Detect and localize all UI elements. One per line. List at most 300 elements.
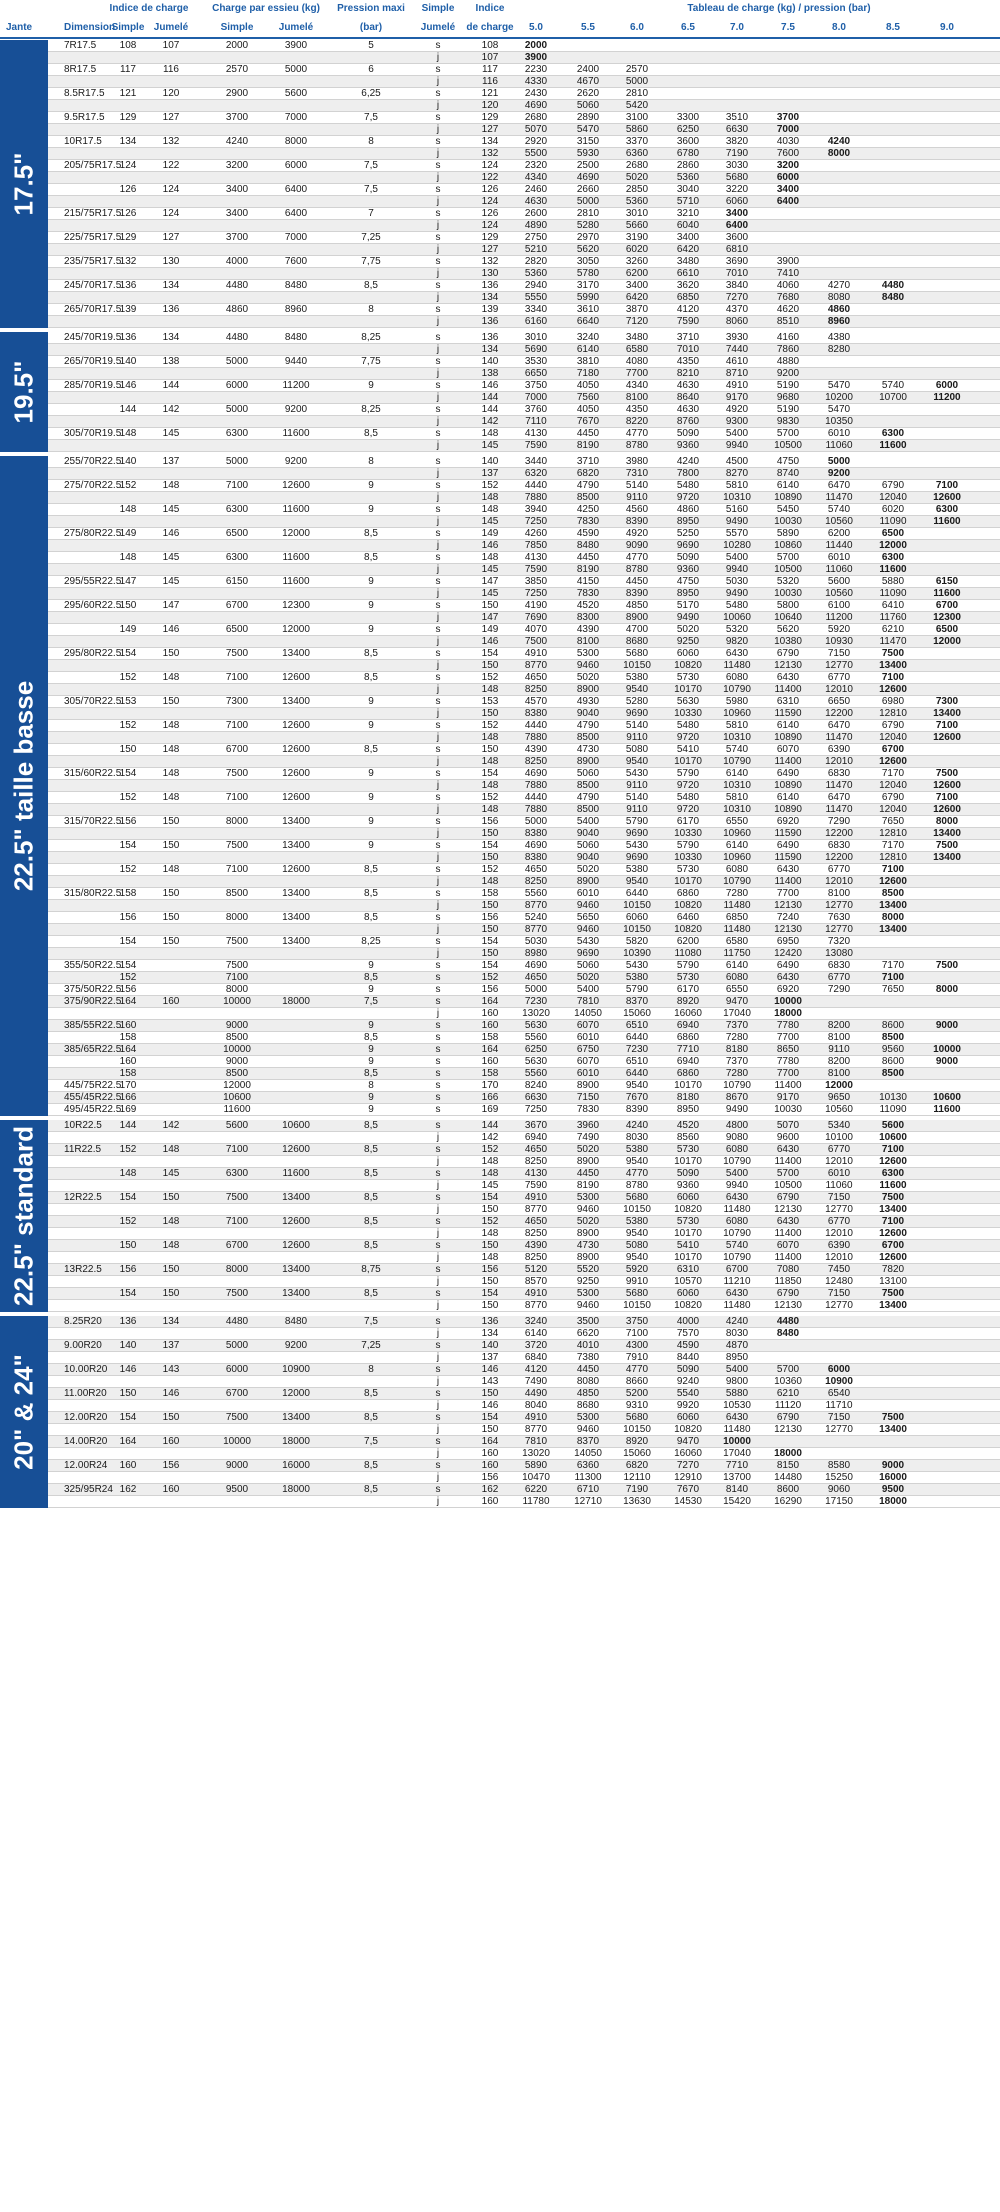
value-cell: 158: [119, 1032, 137, 1043]
value-cell: 9540: [625, 684, 649, 695]
value-cell: 4480: [776, 1316, 800, 1327]
value-cell: 8,75: [361, 1264, 381, 1275]
value-cell: 9: [368, 1044, 374, 1055]
value-cell: 6420: [625, 292, 649, 303]
section-2: [0, 456, 1000, 1116]
value-cell: 4350: [625, 404, 649, 415]
value-cell: 4520: [676, 1120, 700, 1131]
value-cell: 10170: [674, 1156, 702, 1167]
value-cell: 5740: [725, 1240, 749, 1251]
header-pressure-5-0: 5.0: [529, 22, 543, 33]
value-cell: 5000: [225, 456, 249, 467]
value-cell: 5890: [776, 528, 800, 539]
header-tableau-de-charge: Tableau de charge (kg) / pression (bar): [687, 3, 871, 14]
value-cell: 8100: [625, 392, 649, 403]
value-cell: 10860: [774, 540, 802, 551]
value-cell: 124: [162, 208, 180, 219]
dimension-cell: 275/80R22.5: [64, 528, 122, 539]
value-cell: j: [436, 1472, 440, 1483]
value-cell: 3690: [725, 256, 749, 267]
value-cell: 12000: [282, 528, 310, 539]
value-cell: 4670: [576, 76, 600, 87]
section-0: [0, 40, 1000, 328]
value-cell: 129: [119, 232, 137, 243]
value-cell: 11400: [774, 1156, 802, 1167]
table-row: [48, 696, 1000, 708]
value-cell: 6860: [676, 888, 700, 899]
value-cell: s: [435, 1460, 441, 1471]
value-cell: 12600: [879, 1228, 907, 1239]
table-row: [48, 1252, 1000, 1264]
value-cell: 134: [119, 136, 137, 147]
value-cell: 5020: [676, 624, 700, 635]
value-cell: 9000: [881, 1460, 905, 1471]
value-cell: 124: [481, 196, 499, 207]
value-cell: 18000: [282, 1484, 310, 1495]
value-cell: 150: [162, 1192, 180, 1203]
value-cell: 7690: [524, 612, 548, 623]
value-cell: 108: [119, 40, 137, 51]
value-cell: 142: [162, 1120, 180, 1131]
value-cell: j: [436, 1132, 440, 1143]
value-cell: 9200: [284, 404, 308, 415]
value-cell: 4730: [576, 1240, 600, 1251]
value-cell: 3670: [524, 1120, 548, 1131]
value-cell: 126: [481, 208, 499, 219]
value-cell: 8,5: [364, 1388, 378, 1399]
value-cell: 8060: [725, 316, 749, 327]
value-cell: 8,5: [364, 1412, 378, 1423]
value-cell: 7910: [625, 1352, 649, 1363]
value-cell: 4260: [524, 528, 548, 539]
value-cell: 136: [481, 1316, 499, 1327]
value-cell: 152: [481, 972, 499, 983]
value-cell: 148: [162, 864, 180, 875]
value-cell: 5420: [625, 100, 649, 111]
value-cell: 11480: [723, 924, 751, 935]
value-cell: 10790: [723, 1252, 751, 1263]
value-cell: 5400: [725, 428, 749, 439]
header-pressure-8-0: 8.0: [832, 22, 846, 33]
value-cell: j: [436, 492, 440, 503]
value-cell: 4250: [576, 504, 600, 515]
value-cell: 2860: [676, 160, 700, 171]
value-cell: 5660: [625, 220, 649, 231]
value-cell: 5430: [625, 960, 649, 971]
jante-band: [0, 456, 48, 1116]
table-row: [48, 924, 1000, 936]
value-cell: 8560: [676, 1132, 700, 1143]
value-cell: 6300: [225, 552, 249, 563]
value-cell: 4060: [776, 280, 800, 291]
value-cell: 8650: [776, 1044, 800, 1055]
value-cell: 5300: [576, 648, 600, 659]
value-cell: 10890: [774, 492, 802, 503]
value-cell: 7150: [827, 648, 851, 659]
value-cell: 6810: [725, 244, 749, 255]
dimension-cell: 495/45R22.5: [64, 1104, 122, 1115]
dimension-cell: 225/75R17.5: [64, 232, 122, 243]
value-cell: 7500: [935, 768, 959, 779]
value-cell: 9540: [625, 1080, 649, 1091]
value-cell: 5480: [676, 720, 700, 731]
value-cell: 148: [481, 492, 499, 503]
value-cell: 160: [162, 1436, 180, 1447]
value-cell: s: [435, 112, 441, 123]
value-cell: 137: [162, 1340, 180, 1351]
value-cell: 6080: [725, 864, 749, 875]
value-cell: 5430: [576, 936, 600, 947]
header-pressure-6-0: 6.0: [630, 22, 644, 33]
value-cell: 12000: [825, 1080, 853, 1091]
value-cell: 4030: [776, 136, 800, 147]
value-cell: 169: [481, 1104, 499, 1115]
table-row: [48, 1068, 1000, 1080]
value-cell: 3600: [725, 232, 749, 243]
table-row: [48, 1120, 1000, 1132]
value-cell: 5400: [725, 1168, 749, 1179]
value-cell: 7500: [225, 1192, 249, 1203]
value-cell: 9000: [225, 1020, 249, 1031]
value-cell: 6790: [881, 480, 905, 491]
header-bar-unit: (bar): [359, 22, 383, 33]
value-cell: 5400: [576, 816, 600, 827]
value-cell: 9240: [676, 1376, 700, 1387]
value-cell: j: [436, 732, 440, 743]
value-cell: j: [436, 220, 440, 231]
table-row: [48, 1352, 1000, 1364]
value-cell: 9720: [676, 732, 700, 743]
value-cell: 10150: [623, 924, 651, 935]
value-cell: 5090: [676, 428, 700, 439]
value-cell: 5600: [284, 88, 308, 99]
table-row: [48, 1080, 1000, 1092]
table-row: [48, 1460, 1000, 1472]
value-cell: 7490: [576, 1132, 600, 1143]
value-cell: 5540: [676, 1388, 700, 1399]
value-cell: 148: [119, 552, 137, 563]
table-row: [48, 780, 1000, 792]
value-cell: 5470: [576, 124, 600, 135]
value-cell: 7560: [576, 392, 600, 403]
value-cell: 3260: [625, 256, 649, 267]
value-cell: 8250: [524, 1252, 548, 1263]
value-cell: 12710: [574, 1496, 602, 1507]
value-cell: 9460: [576, 660, 600, 671]
value-cell: 153: [481, 696, 499, 707]
value-cell: 7: [368, 208, 374, 219]
value-cell: 4650: [524, 1216, 548, 1227]
value-cell: 10820: [674, 900, 702, 911]
value-cell: s: [435, 40, 441, 51]
dimension-cell: 375/90R22.5: [64, 996, 122, 1007]
table-row: [48, 528, 1000, 540]
value-cell: 145: [162, 1168, 180, 1179]
value-cell: s: [435, 1316, 441, 1327]
value-cell: 8770: [524, 900, 548, 911]
value-cell: 170: [119, 1080, 137, 1091]
value-cell: 6710: [576, 1484, 600, 1495]
value-cell: 145: [481, 440, 499, 451]
value-cell: 4080: [625, 356, 649, 367]
value-cell: 4650: [524, 972, 548, 983]
dimension-cell: 265/70R19.5: [64, 356, 122, 367]
value-cell: 144: [481, 404, 499, 415]
jante-band: [0, 1316, 48, 1508]
value-cell: 2430: [524, 88, 548, 99]
value-cell: 4690: [524, 840, 548, 851]
value-cell: 11480: [723, 660, 751, 671]
value-cell: j: [436, 540, 440, 551]
value-cell: 6470: [827, 720, 851, 731]
value-cell: 12130: [774, 1300, 802, 1311]
value-cell: 6310: [676, 1264, 700, 1275]
value-cell: 6220: [524, 1484, 548, 1495]
value-cell: 4480: [225, 280, 249, 291]
value-cell: 6790: [881, 720, 905, 731]
value-cell: 8,5: [364, 744, 378, 755]
value-cell: 14050: [574, 1008, 602, 1019]
value-cell: 6820: [576, 468, 600, 479]
value-cell: 148: [481, 1168, 499, 1179]
table-row: [48, 368, 1000, 380]
value-cell: 6830: [827, 840, 851, 851]
value-cell: 8770: [524, 660, 548, 671]
value-cell: 148: [162, 1240, 180, 1251]
value-cell: 152: [119, 480, 137, 491]
value-cell: s: [435, 1044, 441, 1055]
value-cell: 8500: [225, 1068, 249, 1079]
value-cell: 13630: [623, 1496, 651, 1507]
value-cell: 150: [481, 660, 499, 671]
value-cell: 4770: [625, 1364, 649, 1375]
table-row: [48, 344, 1000, 356]
value-cell: 7830: [576, 516, 600, 527]
value-cell: 9940: [725, 440, 749, 451]
value-cell: 6400: [284, 184, 308, 195]
value-cell: 6700: [725, 1264, 749, 1275]
value-cell: 7880: [524, 732, 548, 743]
value-cell: 3370: [625, 136, 649, 147]
value-cell: 12010: [825, 1252, 853, 1263]
value-cell: 150: [162, 696, 180, 707]
value-cell: 7370: [725, 1056, 749, 1067]
value-cell: j: [436, 196, 440, 207]
value-cell: 10890: [774, 732, 802, 743]
dimension-cell: 385/65R22.5: [64, 1044, 122, 1055]
value-cell: 7860: [776, 344, 800, 355]
value-cell: 129: [119, 112, 137, 123]
value-cell: 134: [481, 292, 499, 303]
value-cell: 3930: [725, 332, 749, 343]
value-cell: 3750: [524, 380, 548, 391]
value-cell: s: [435, 816, 441, 827]
table-row: [48, 768, 1000, 780]
value-cell: 11590: [774, 708, 802, 719]
value-cell: 148: [481, 1252, 499, 1263]
value-cell: 4240: [225, 136, 249, 147]
value-cell: 156: [481, 816, 499, 827]
value-cell: 7100: [881, 1216, 905, 1227]
value-cell: 2460: [524, 184, 548, 195]
value-cell: 5630: [524, 1056, 548, 1067]
value-cell: 148: [481, 504, 499, 515]
value-cell: 7100: [935, 720, 959, 731]
table-row: [48, 720, 1000, 732]
value-cell: 4490: [524, 1388, 548, 1399]
table-row: [48, 1288, 1000, 1300]
value-cell: 4450: [576, 1364, 600, 1375]
value-cell: 7590: [524, 564, 548, 575]
value-cell: 8100: [827, 888, 851, 899]
value-cell: 10960: [723, 708, 751, 719]
value-cell: 13400: [282, 912, 310, 923]
value-cell: 8270: [725, 468, 749, 479]
value-cell: 9040: [576, 828, 600, 839]
value-cell: 5360: [524, 268, 548, 279]
table-row: [48, 1020, 1000, 1032]
value-cell: 145: [481, 1180, 499, 1191]
value-cell: 8920: [676, 996, 700, 1007]
value-cell: 9250: [576, 1276, 600, 1287]
value-cell: s: [435, 996, 441, 1007]
value-cell: 8770: [524, 1204, 548, 1215]
value-cell: 6700: [225, 600, 249, 611]
value-cell: 10820: [674, 1424, 702, 1435]
value-cell: 9490: [676, 612, 700, 623]
value-cell: 146: [119, 1364, 137, 1375]
value-cell: 11600: [282, 1168, 310, 1179]
value-cell: 12130: [774, 660, 802, 671]
value-cell: 6950: [776, 936, 800, 947]
value-cell: 6430: [725, 1192, 749, 1203]
value-cell: 6430: [776, 1216, 800, 1227]
value-cell: 6640: [576, 316, 600, 327]
value-cell: 3700: [776, 112, 800, 123]
value-cell: 160: [481, 1496, 499, 1507]
value-cell: 12770: [825, 1204, 853, 1215]
value-cell: 9650: [827, 1092, 851, 1103]
value-cell: 7,5: [364, 1316, 378, 1327]
value-cell: j: [436, 612, 440, 623]
value-cell: 127: [481, 244, 499, 255]
value-cell: 156: [162, 1460, 180, 1471]
value-cell: 5680: [625, 1288, 649, 1299]
value-cell: 7010: [676, 344, 700, 355]
value-cell: 12000: [879, 540, 907, 551]
value-cell: 5170: [676, 600, 700, 611]
value-cell: 3820: [725, 136, 749, 147]
dimension-cell: 315/60R22.5: [64, 768, 122, 779]
value-cell: 6440: [625, 1068, 649, 1079]
value-cell: 6060: [625, 912, 649, 923]
table-row: [48, 876, 1000, 888]
dimension-cell: 9.5R17.5: [64, 112, 105, 123]
value-cell: 3040: [676, 184, 700, 195]
value-cell: 5380: [625, 1144, 649, 1155]
value-cell: 9830: [776, 416, 800, 427]
value-cell: 6840: [524, 1352, 548, 1363]
table-row: [48, 1472, 1000, 1484]
value-cell: 6430: [725, 648, 749, 659]
value-cell: 5810: [725, 720, 749, 731]
dimension-cell: 245/70R19.5: [64, 332, 122, 343]
value-cell: 136: [119, 1316, 137, 1327]
value-cell: 9460: [576, 1204, 600, 1215]
value-cell: s: [435, 1388, 441, 1399]
value-cell: 8,5: [364, 1144, 378, 1155]
table-row: [48, 1092, 1000, 1104]
value-cell: 12600: [282, 792, 310, 803]
value-cell: 150: [481, 600, 499, 611]
value-cell: 3220: [725, 184, 749, 195]
value-cell: 5630: [524, 1020, 548, 1031]
value-cell: 12770: [825, 900, 853, 911]
value-cell: 10820: [674, 924, 702, 935]
table-row: [48, 936, 1000, 948]
value-cell: 5680: [625, 1192, 649, 1203]
table-row: [48, 504, 1000, 516]
value-cell: 7830: [576, 588, 600, 599]
value-cell: 7320: [827, 936, 851, 947]
value-cell: 7170: [881, 840, 905, 851]
value-cell: 10030: [774, 516, 802, 527]
value-cell: 150: [162, 1264, 180, 1275]
value-cell: 4480: [225, 332, 249, 343]
value-cell: 8030: [625, 1132, 649, 1143]
jante-band: [0, 40, 48, 328]
value-cell: 8,5: [364, 552, 378, 563]
value-cell: s: [435, 1056, 441, 1067]
table-row: [48, 708, 1000, 720]
value-cell: 13400: [282, 888, 310, 899]
value-cell: 7,25: [361, 232, 381, 243]
value-cell: 13400: [282, 1288, 310, 1299]
value-cell: 154: [119, 936, 137, 947]
value-cell: 12600: [933, 732, 961, 743]
table-row: [48, 1340, 1000, 1352]
value-cell: 8000: [225, 912, 249, 923]
value-cell: 3210: [676, 208, 700, 219]
value-cell: 5360: [676, 172, 700, 183]
table-row: [48, 1448, 1000, 1460]
value-cell: 5020: [576, 1144, 600, 1155]
value-cell: 4770: [625, 1168, 649, 1179]
value-cell: 6080: [725, 972, 749, 983]
value-cell: 8500: [225, 1032, 249, 1043]
value-cell: s: [435, 768, 441, 779]
dimension-cell: 10.00R20: [64, 1364, 108, 1375]
value-cell: 8000: [225, 816, 249, 827]
value-cell: 9: [368, 720, 374, 731]
table-row: [48, 456, 1000, 468]
value-cell: 152: [119, 972, 137, 983]
value-cell: j: [436, 708, 440, 719]
value-cell: 5680: [625, 1412, 649, 1423]
value-cell: 148: [481, 428, 499, 439]
value-cell: 5020: [576, 672, 600, 683]
dimension-cell: 8R17.5: [64, 64, 97, 75]
value-cell: 7650: [881, 816, 905, 827]
value-cell: 7670: [576, 416, 600, 427]
value-cell: 120: [162, 88, 180, 99]
value-cell: 7780: [776, 1020, 800, 1031]
value-cell: 12010: [825, 1228, 853, 1239]
table-row: [48, 196, 1000, 208]
value-cell: 10600: [223, 1092, 251, 1103]
value-cell: 148: [162, 792, 180, 803]
value-cell: 11200: [825, 612, 853, 623]
